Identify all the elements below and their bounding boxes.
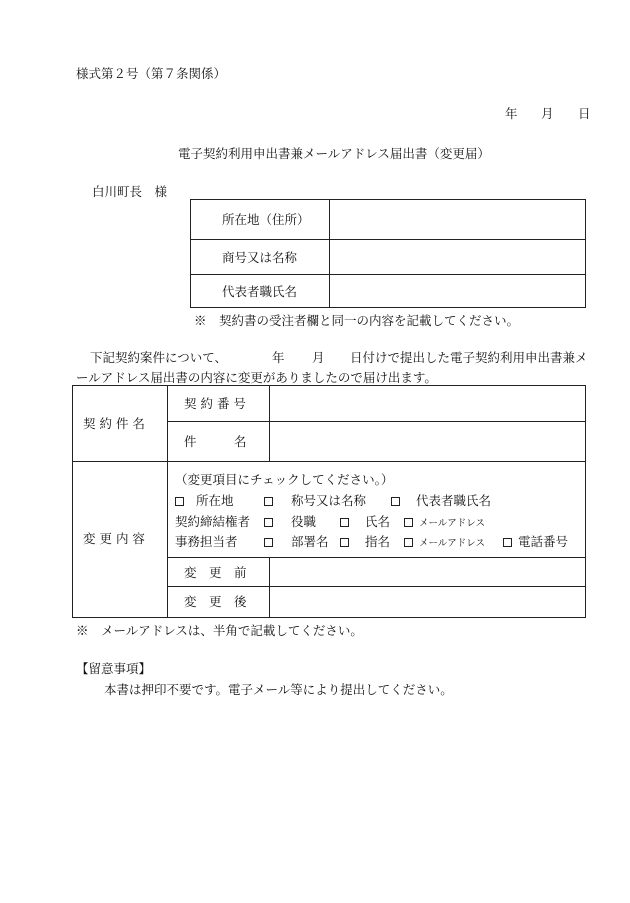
document-title: 電子契約利用申出書兼メールアドレス届出書（変更届） bbox=[178, 146, 490, 161]
after-label: 変 更 後 bbox=[184, 594, 247, 609]
option-staff-name: 指名 bbox=[364, 534, 390, 549]
remarks-text: 本書は押印不要です。電子メール等により提出してください。 bbox=[104, 682, 453, 697]
row2-label: 契約締結権者 bbox=[175, 514, 251, 529]
body-line1-year: 年 bbox=[272, 350, 285, 365]
checkbox-address[interactable] bbox=[175, 497, 184, 506]
date-month: 月 bbox=[541, 106, 554, 121]
option-representative: 代表者職氏名 bbox=[415, 493, 491, 508]
checkbox-staff-email[interactable] bbox=[404, 538, 413, 547]
checkbox-signer-position[interactable] bbox=[264, 518, 273, 527]
addressee: 白川町長 様 bbox=[92, 184, 168, 199]
checkbox-staff-phone[interactable] bbox=[503, 538, 512, 547]
contract-number-label: 契 約 番 号 bbox=[184, 396, 246, 411]
contract-group-label: 契 約 件 名 bbox=[83, 416, 145, 431]
email-note: ※ メールアドレスは、半角で記載してください。 bbox=[76, 623, 363, 638]
body-line1-a: 下記契約案件について、 bbox=[90, 350, 228, 365]
checkbox-representative[interactable] bbox=[391, 497, 400, 506]
checkbox-staff-department[interactable] bbox=[264, 538, 273, 547]
body-line2: ールアドレス届出書の内容に変更がありましたので届け出ます。 bbox=[76, 370, 437, 385]
applicant-note: ※ 契約書の受注者欄と同一の内容を記載してください。 bbox=[194, 313, 520, 328]
checkbox-staff-name[interactable] bbox=[340, 538, 349, 547]
date-year: 年 bbox=[505, 106, 518, 121]
change-row-1 bbox=[175, 495, 234, 508]
option-staff-department: 部署名 bbox=[290, 534, 329, 549]
option-staff-phone: 電話番号 bbox=[517, 534, 568, 549]
body-line1-month: 月 bbox=[312, 350, 325, 365]
contract-name-label: 件 名 bbox=[184, 434, 247, 449]
option-address: 所在地 bbox=[195, 493, 234, 508]
checkbox-signer-name[interactable] bbox=[340, 518, 349, 527]
checkbox-trade-name[interactable] bbox=[264, 497, 273, 506]
remarks-heading: 【留意事項】 bbox=[76, 661, 152, 676]
company-name-label: 商号又は名称 bbox=[222, 250, 298, 265]
address-label: 所在地（住所） bbox=[222, 212, 310, 227]
row3-label: 事務担当者 bbox=[175, 534, 238, 549]
representative-label: 代表者職氏名 bbox=[222, 284, 298, 299]
checkbox-signer-email[interactable] bbox=[404, 518, 413, 527]
option-signer-position: 役職 bbox=[290, 514, 316, 529]
body-line1-b: 日付けで提出した電子契約利用申出書兼メ bbox=[350, 350, 588, 365]
option-trade-name: 称号又は名称 bbox=[290, 493, 366, 508]
change-instruction: （変更項目にチェックしてください。） bbox=[175, 472, 394, 487]
date-day: 日 bbox=[578, 106, 591, 121]
before-label: 変 更 前 bbox=[184, 565, 247, 580]
option-staff-email: メールアドレス bbox=[418, 538, 486, 549]
option-signer-name: 氏名 bbox=[364, 514, 390, 529]
change-group-label: 変 更 内 容 bbox=[83, 531, 145, 546]
option-signer-email: メールアドレス bbox=[418, 518, 486, 529]
form-number: 様式第２号（第７条関係） bbox=[76, 66, 227, 81]
